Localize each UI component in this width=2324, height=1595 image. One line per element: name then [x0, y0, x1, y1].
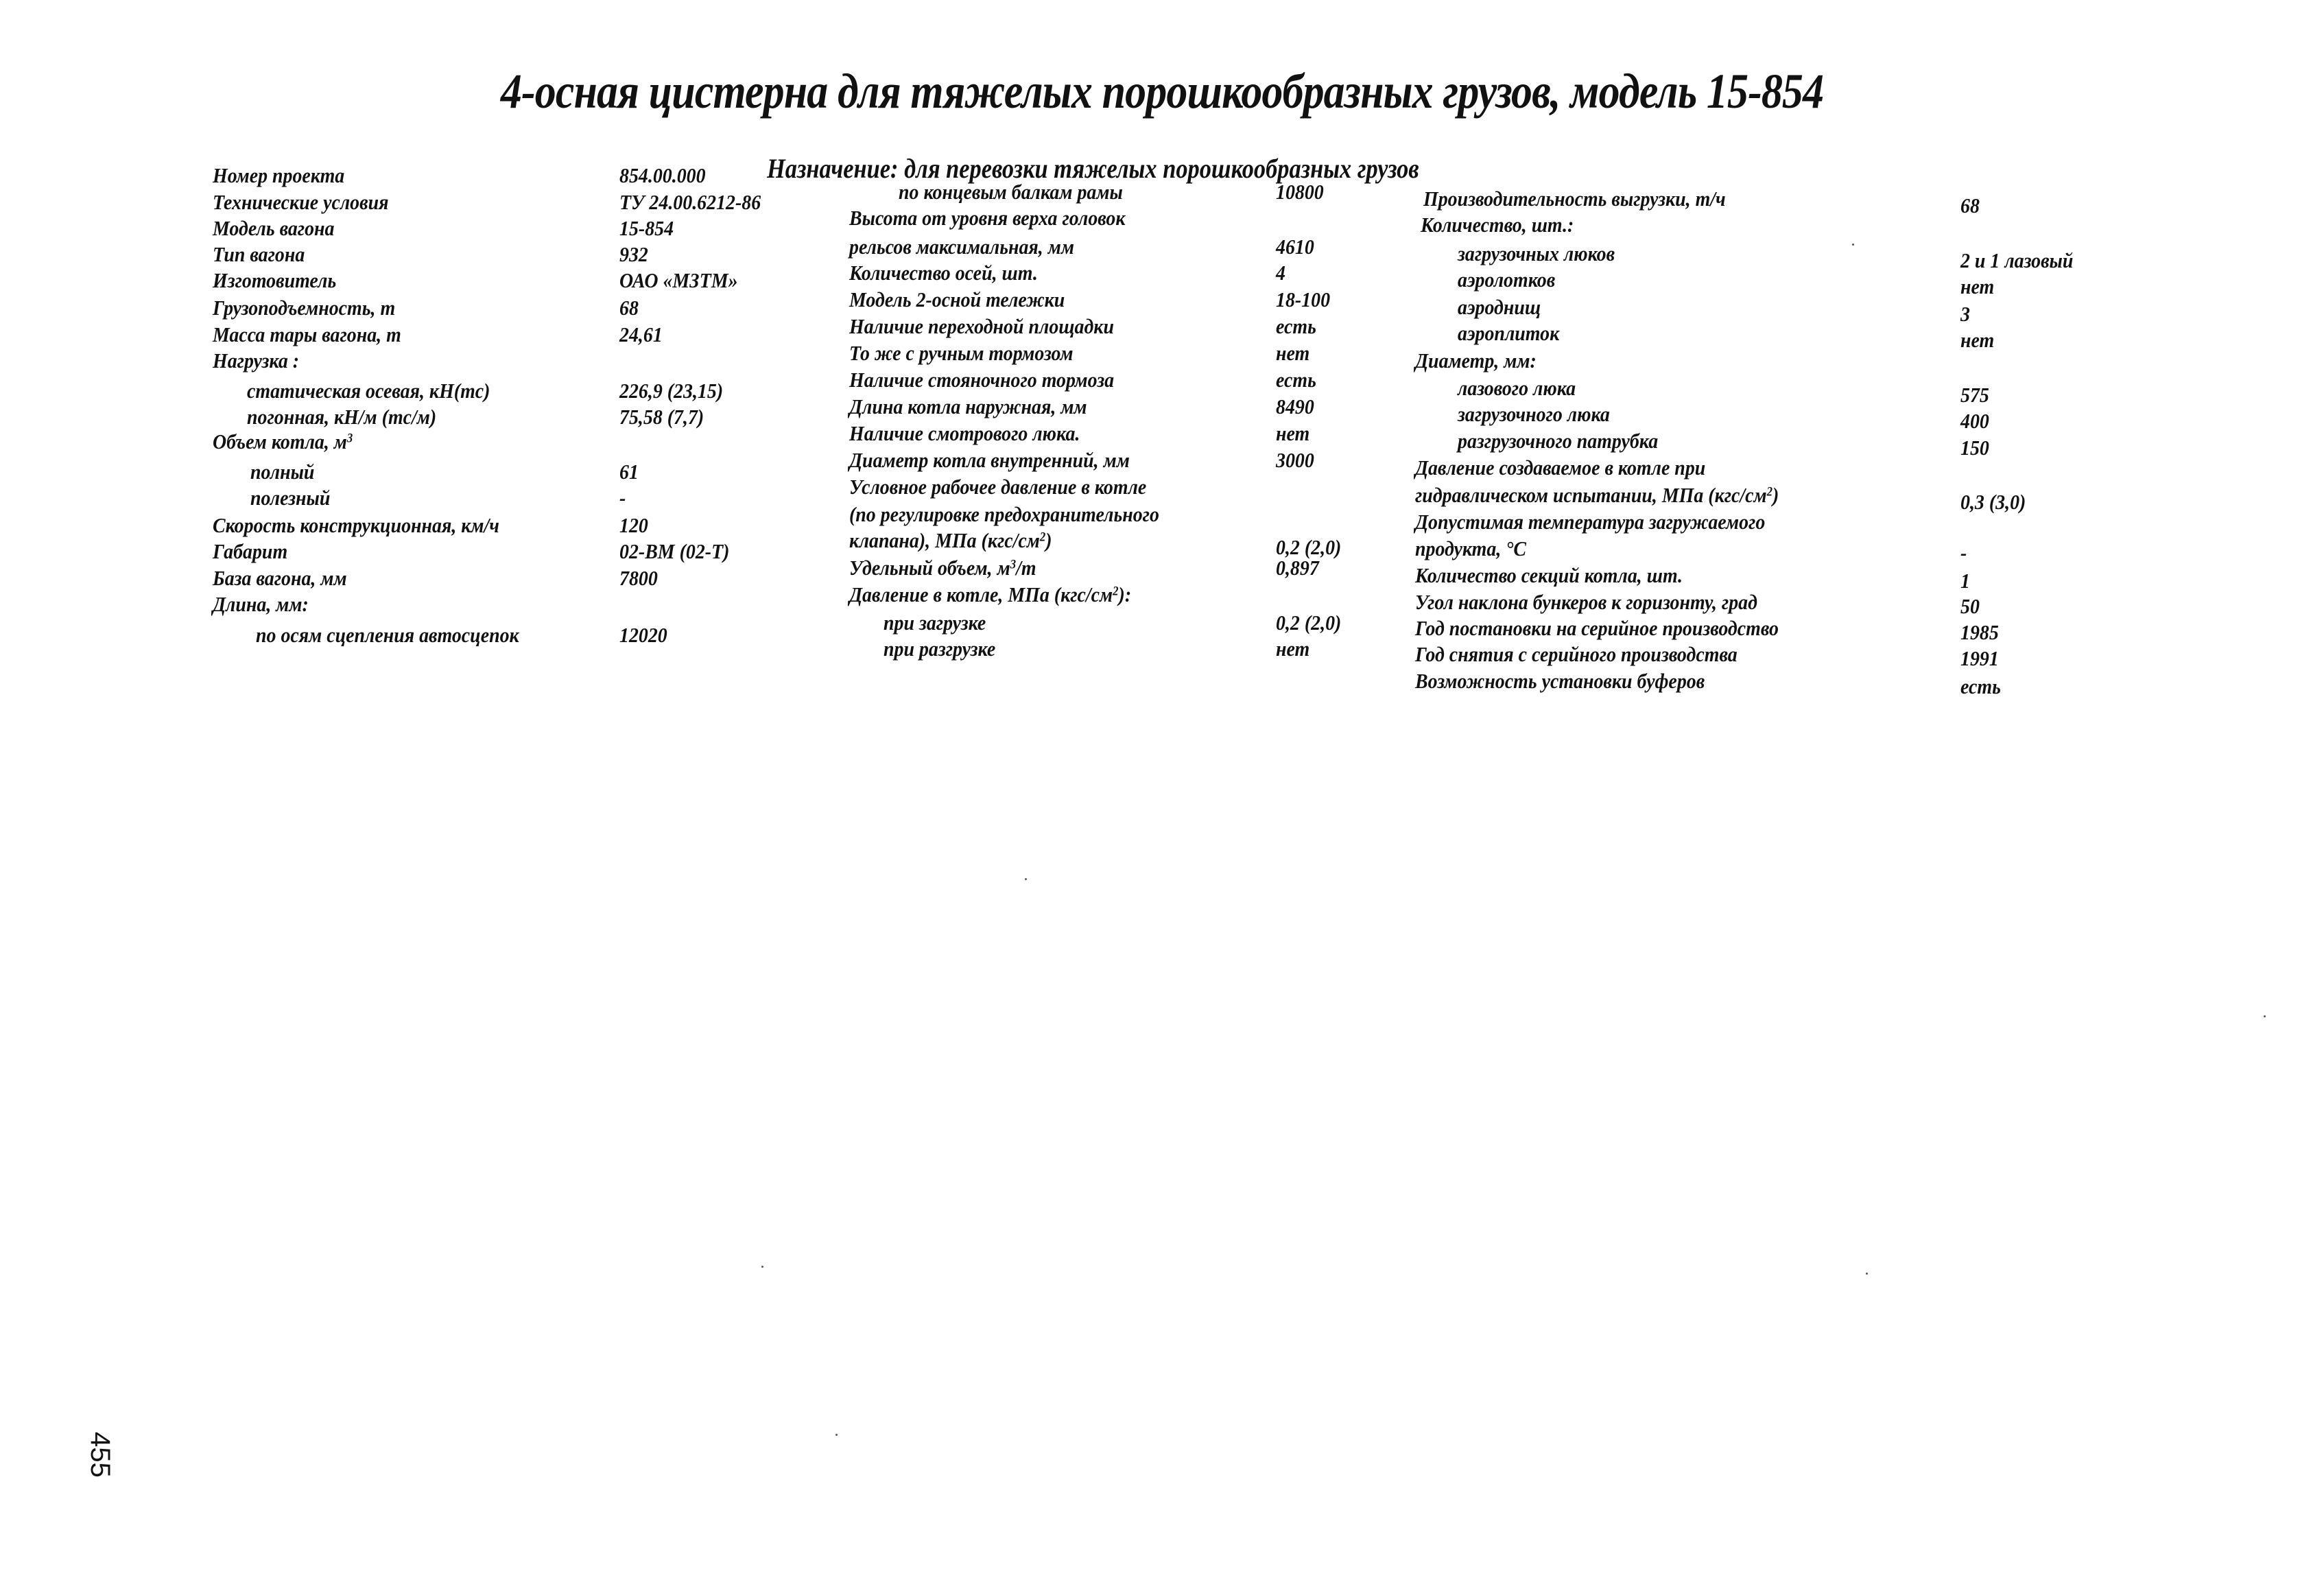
spec-value: есть [1276, 368, 1316, 392]
spec-label: Наличие переходной площадки [849, 314, 1114, 338]
spec-label: по осям сцепления автосцепок [256, 623, 519, 647]
spec-label: Длина котла наружная, мм [849, 394, 1087, 418]
spec-label: Модель вагона [213, 216, 335, 240]
spec-value: 4610 [1276, 235, 1314, 259]
spec-label: при разгрузке [884, 637, 996, 661]
spec-label: База вагона, мм [213, 566, 347, 590]
spec-value: 3000 [1276, 448, 1314, 472]
spec-label: Нагрузка : [213, 348, 300, 373]
spec-label: Количество осей, шт. [849, 261, 1038, 285]
purpose-subtitle: Назначение: для перевозки тяжелых порошкообразных грузов [767, 153, 1419, 184]
scan-speck [1866, 1273, 1868, 1275]
spec-label: Допустимая температура загружаемого [1415, 510, 1766, 534]
spec-value: 854.00.000 [619, 163, 706, 187]
spec-value: 68 [1960, 193, 1980, 217]
spec-value: 61 [619, 460, 639, 484]
spec-value: 150 [1960, 436, 1989, 460]
spec-value: нет [1276, 421, 1310, 445]
spec-value: 0,3 (3,0) [1960, 490, 2026, 514]
spec-value: 1991 [1960, 646, 1999, 670]
spec-value: ТУ 24.00.6212-86 [619, 190, 761, 214]
spec-label: Производительность выгрузки, т/ч [1423, 187, 1726, 211]
spec-value: 75,58 (7,7) [619, 405, 704, 429]
spec-value: 02-ВМ (02-Т) [619, 539, 730, 563]
spec-label: Количество секций котла, шт. [1415, 563, 1683, 587]
page-title: 4-осная цистерна для тяжелых порошкообразных грузов, модель 15-854 [500, 64, 1824, 119]
spec-label: лазового люка [1458, 376, 1576, 400]
spec-label: погонная, кН/м (тс/м) [247, 405, 437, 429]
spec-label: Год постановки на серийное производство [1415, 616, 1779, 640]
spec-value: есть [1960, 674, 2001, 698]
spec-value: 50 [1960, 594, 1980, 618]
spec-label: Диаметр котла внутренний, мм [849, 448, 1130, 472]
spec-label: рельсов максимальная, мм [849, 235, 1074, 259]
spec-label: Давление в котле, МПа $(кгс/см^2)$: [849, 582, 1132, 606]
spec-value: 8490 [1276, 394, 1314, 418]
spec-label: Угол наклона бункеров к горизонту, град [1415, 590, 1757, 614]
spec-label: Номер проекта [213, 163, 345, 187]
spec-label: Габарит [213, 539, 288, 563]
spec-value: 10800 [1276, 180, 1324, 204]
spec-label: Возможность установки буферов [1415, 669, 1705, 693]
spec-value: - [1960, 541, 1967, 565]
spec-label: То же с ручным тормозом [849, 341, 1074, 365]
spec-label: Технические условия [213, 190, 389, 214]
spec-label: гидравлическом испытании, МПа $(кгс/см^2)$ [1415, 483, 1779, 507]
spec-value: нет [1276, 637, 1310, 661]
spec-label: загрузочного люка [1458, 402, 1610, 426]
spec-value: 575 [1960, 383, 1989, 407]
spec-label: Количество, шт.: [1421, 213, 1574, 237]
spec-label: Удельный объем, $м^3/т$ [849, 556, 1036, 580]
spec-label: (по регулировке предохранительного [849, 502, 1159, 526]
spec-value: 0,2 (2,0) [1276, 611, 1342, 635]
spec-label: Наличие смотрового люка. [849, 421, 1080, 445]
spec-value: 1985 [1960, 620, 1999, 644]
spec-value: 226,9 (23,15) [619, 379, 724, 403]
spec-value: 120 [619, 513, 648, 537]
spec-label: Длина, мм: [213, 592, 309, 616]
spec-label: разгрузочного патрубка [1458, 429, 1659, 453]
spec-label: полный [250, 460, 315, 484]
spec-label: Масса тары вагона, т [213, 322, 401, 346]
spec-value: 12020 [619, 623, 667, 647]
spec-value: 1 [1960, 569, 1970, 593]
spec-value: нет [1960, 274, 1995, 298]
spec-value: 0,897 [1276, 556, 1319, 580]
spec-value: 3 [1960, 302, 1970, 326]
spec-value: 4 [1276, 261, 1285, 285]
spec-label: аэроплиток [1458, 321, 1560, 345]
spec-value: нет [1276, 341, 1310, 365]
spec-value: есть [1276, 314, 1316, 338]
spec-value: 15-854 [619, 216, 674, 240]
spec-label: Давление создаваемое в котле при [1415, 456, 1706, 480]
spec-label: Наличие стояночного тормоза [849, 368, 1115, 392]
scan-speck [761, 1266, 763, 1268]
spec-label: Высота от уровня верха головок [849, 206, 1126, 230]
spec-label: Модель 2-осной тележки [849, 287, 1065, 311]
spec-label: Изготовитель [213, 268, 337, 292]
spec-value: нет [1960, 328, 1995, 352]
spec-label: по концевым балкам рамы [899, 180, 1123, 204]
spec-label: аэролотков [1458, 268, 1556, 292]
spec-value: 0,2 (2,0) [1276, 535, 1342, 559]
spec-label: загрузочных люков [1458, 241, 1615, 265]
spec-value: 2 и 1 лазовый [1960, 248, 2074, 272]
scan-speck [2264, 1015, 2266, 1017]
page-number: 455 [84, 1432, 115, 1478]
spec-label: Диаметр, мм: [1415, 348, 1537, 373]
spec-label: аэроднищ [1458, 295, 1541, 319]
spec-value: 18-100 [1276, 287, 1331, 311]
spec-label: статическая осевая, кН(тс) [247, 379, 490, 403]
spec-label: Тип вагона [213, 242, 305, 266]
spec-label: клапана), МПа $(кгс/см^2)$ [849, 528, 1052, 552]
spec-label: Год снятия с серийного производства [1415, 642, 1738, 666]
spec-value: 932 [619, 242, 648, 266]
scan-speck [1025, 878, 1027, 880]
spec-value: - [619, 486, 626, 510]
scan-speck [835, 1434, 838, 1436]
spec-value: 7800 [619, 566, 658, 590]
spec-label: Грузоподъемность, т [213, 296, 396, 320]
spec-value: 400 [1960, 409, 1989, 433]
scan-speck [1852, 244, 1854, 246]
spec-label: Скорость конструкционная, км/ч [213, 513, 499, 537]
spec-value: 68 [619, 296, 639, 320]
spec-label: Условное рабочее давление в котле [849, 475, 1147, 499]
spec-label: Объем котла, $м^3$ [213, 429, 353, 453]
spec-label: полезный [250, 486, 331, 510]
spec-label: при загрузке [884, 611, 986, 635]
spec-value: 24,61 [619, 322, 663, 346]
spec-value: ОАО «МЗТМ» [619, 268, 738, 292]
spec-label: продукта, °С [1415, 536, 1527, 560]
